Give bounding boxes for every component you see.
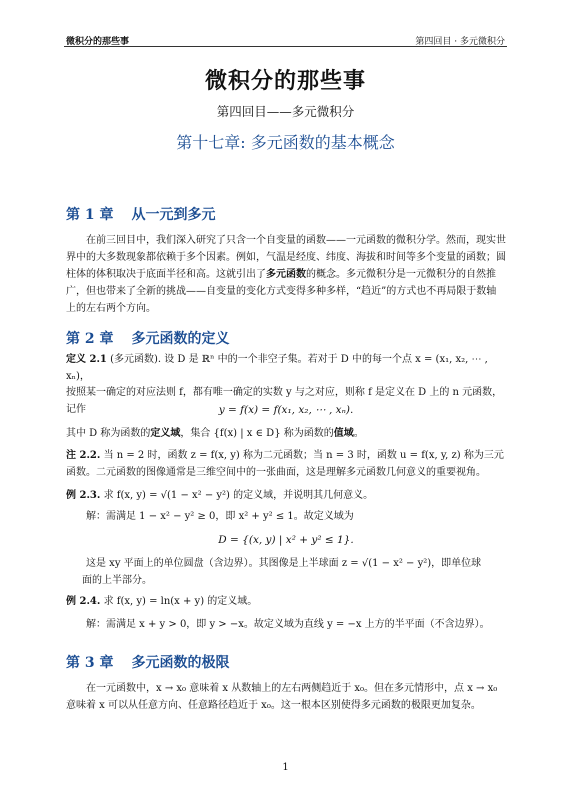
limit-paragraph: 在一元函数中，x → x₀ 意味着 x 从数轴上的左右两侧趋近于 x₀。但在多元情形中，点 x → x₀ 意味着 x 可以从任意方向、任意路径趋近于 x₀。这一根本区别使得多元函数的极限更加复杂。 <box>66 683 498 711</box>
section-title: 多元函数的极限 <box>131 655 230 671</box>
bold-term: 值域 <box>333 428 354 439</box>
chapter-title: 第十七章: 多元函数的基本概念 <box>176 133 395 152</box>
example-2-3-conclusion <box>66 556 506 589</box>
section-title: 从一元到多元 <box>131 207 216 223</box>
definition-equation: y = f(x) = f(x₁, x₂, ⋯ , xₙ). <box>218 404 354 416</box>
definition-domain-range <box>66 426 506 443</box>
page-number: 1 <box>282 762 289 773</box>
paragraph-text: 的概念。多元微积分是一元微积分的自然推广，但也带来了全新的挑战——自变量的变化方式变得多种多样，“趋近”的方式也不再局限于数轴上的左右两个方向。 <box>66 269 497 314</box>
section-title: 多元函数的定义 <box>131 331 230 347</box>
example-2-3 <box>66 488 506 525</box>
example-solution: 解：需满足 x + y > 0，即 y > −x。故定义域为直线 y = −x 上方的半平面（不含边界）。 <box>86 618 490 630</box>
note-line: 当 n = 2 时，函数 z = f(x, y) 称为二元函数；当 n = 3 时，函数 u = f(x, y, z) 称为三元 <box>103 450 504 461</box>
note-2-2 <box>66 448 506 481</box>
note-line: 函数。二元函数的图像通常是三维空间中的一张曲面，这是理解多元函数几何意义的重要视角。 <box>66 466 486 478</box>
header-rule <box>64 46 507 47</box>
definition-line: 设 D 是 ℝⁿ 中的一个非空子集。若对于 D 中的每一个点 x = (x₁, x₂, ⋯ , xₙ)， <box>66 354 488 382</box>
example-label: 例 2.4. <box>66 596 101 607</box>
text: 。 <box>353 428 364 439</box>
example-text: 这是 xy 平面上的单位圆盘（含边界）。其图像是上半球面 z = √(1 − x² − y²)，即单位球 <box>86 558 482 569</box>
example-equation: D = {(x, y) | x² + y² ≤ 1}. <box>218 534 354 546</box>
note-label: 注 2.2. <box>66 450 101 461</box>
example-text: 面的上半部分。 <box>82 574 152 586</box>
text: 其中 D 称为函数的 <box>66 428 151 439</box>
example-question: 求 f(x, y) = ln(x + y) 的定义域。 <box>103 596 258 607</box>
bold-term: 多元函数 <box>266 269 306 280</box>
section-heading-2 <box>66 328 230 348</box>
section-number: 第 1 章 <box>66 207 114 223</box>
paragraph-text: 在前三回目中，我们深入研究了只含一个自变量的函数——一元函数的微积分学。然而，现实世界中的大多数现象都依赖于多个因素。例如，气温是经度、纬度、海拔和时间等多个变量的函数；圆柱体的体积取决于底面半径和高。这就引出了 <box>66 235 506 280</box>
example-solution: 解：需满足 1 − x² − y² ≥ 0，即 x² + y² ≤ 1。故定义域为 <box>86 510 354 522</box>
intro-paragraph <box>66 232 506 317</box>
running-header <box>0 0 571 47</box>
example-question: 求 f(x, y) = √(1 − x² − y²) 的定义域，并说明其几何意义。 <box>103 490 374 501</box>
definition-line: 按照某一确定的对应法则 f，都有唯一确定的实数 y 与之对应，则称 f 是定义在 D 上的 n 元函数， <box>66 387 503 398</box>
book-title: 微积分的那些事 <box>204 68 366 94</box>
text: ，集合 {f(x) | x ∈ D} 称为函数的 <box>180 428 334 439</box>
bold-term: 定义域 <box>150 428 181 439</box>
section-heading-1 <box>66 204 216 224</box>
section-heading-3 <box>66 652 230 672</box>
definition-line: 记作 <box>66 403 86 415</box>
definition-label: 定义 2.1 <box>66 354 107 365</box>
part-subtitle: 第四回目——多元微积分 <box>216 104 355 119</box>
header-book-title: 微积分的那些事 <box>66 37 130 47</box>
header-part-title: 第四回目 · 多元微积分 <box>415 37 505 47</box>
section-number: 第 2 章 <box>66 331 114 347</box>
example-2-4 <box>66 594 506 633</box>
example-label: 例 2.3. <box>66 490 101 501</box>
section-number: 第 3 章 <box>66 655 114 671</box>
definition-name: (多元函数). <box>110 354 162 365</box>
